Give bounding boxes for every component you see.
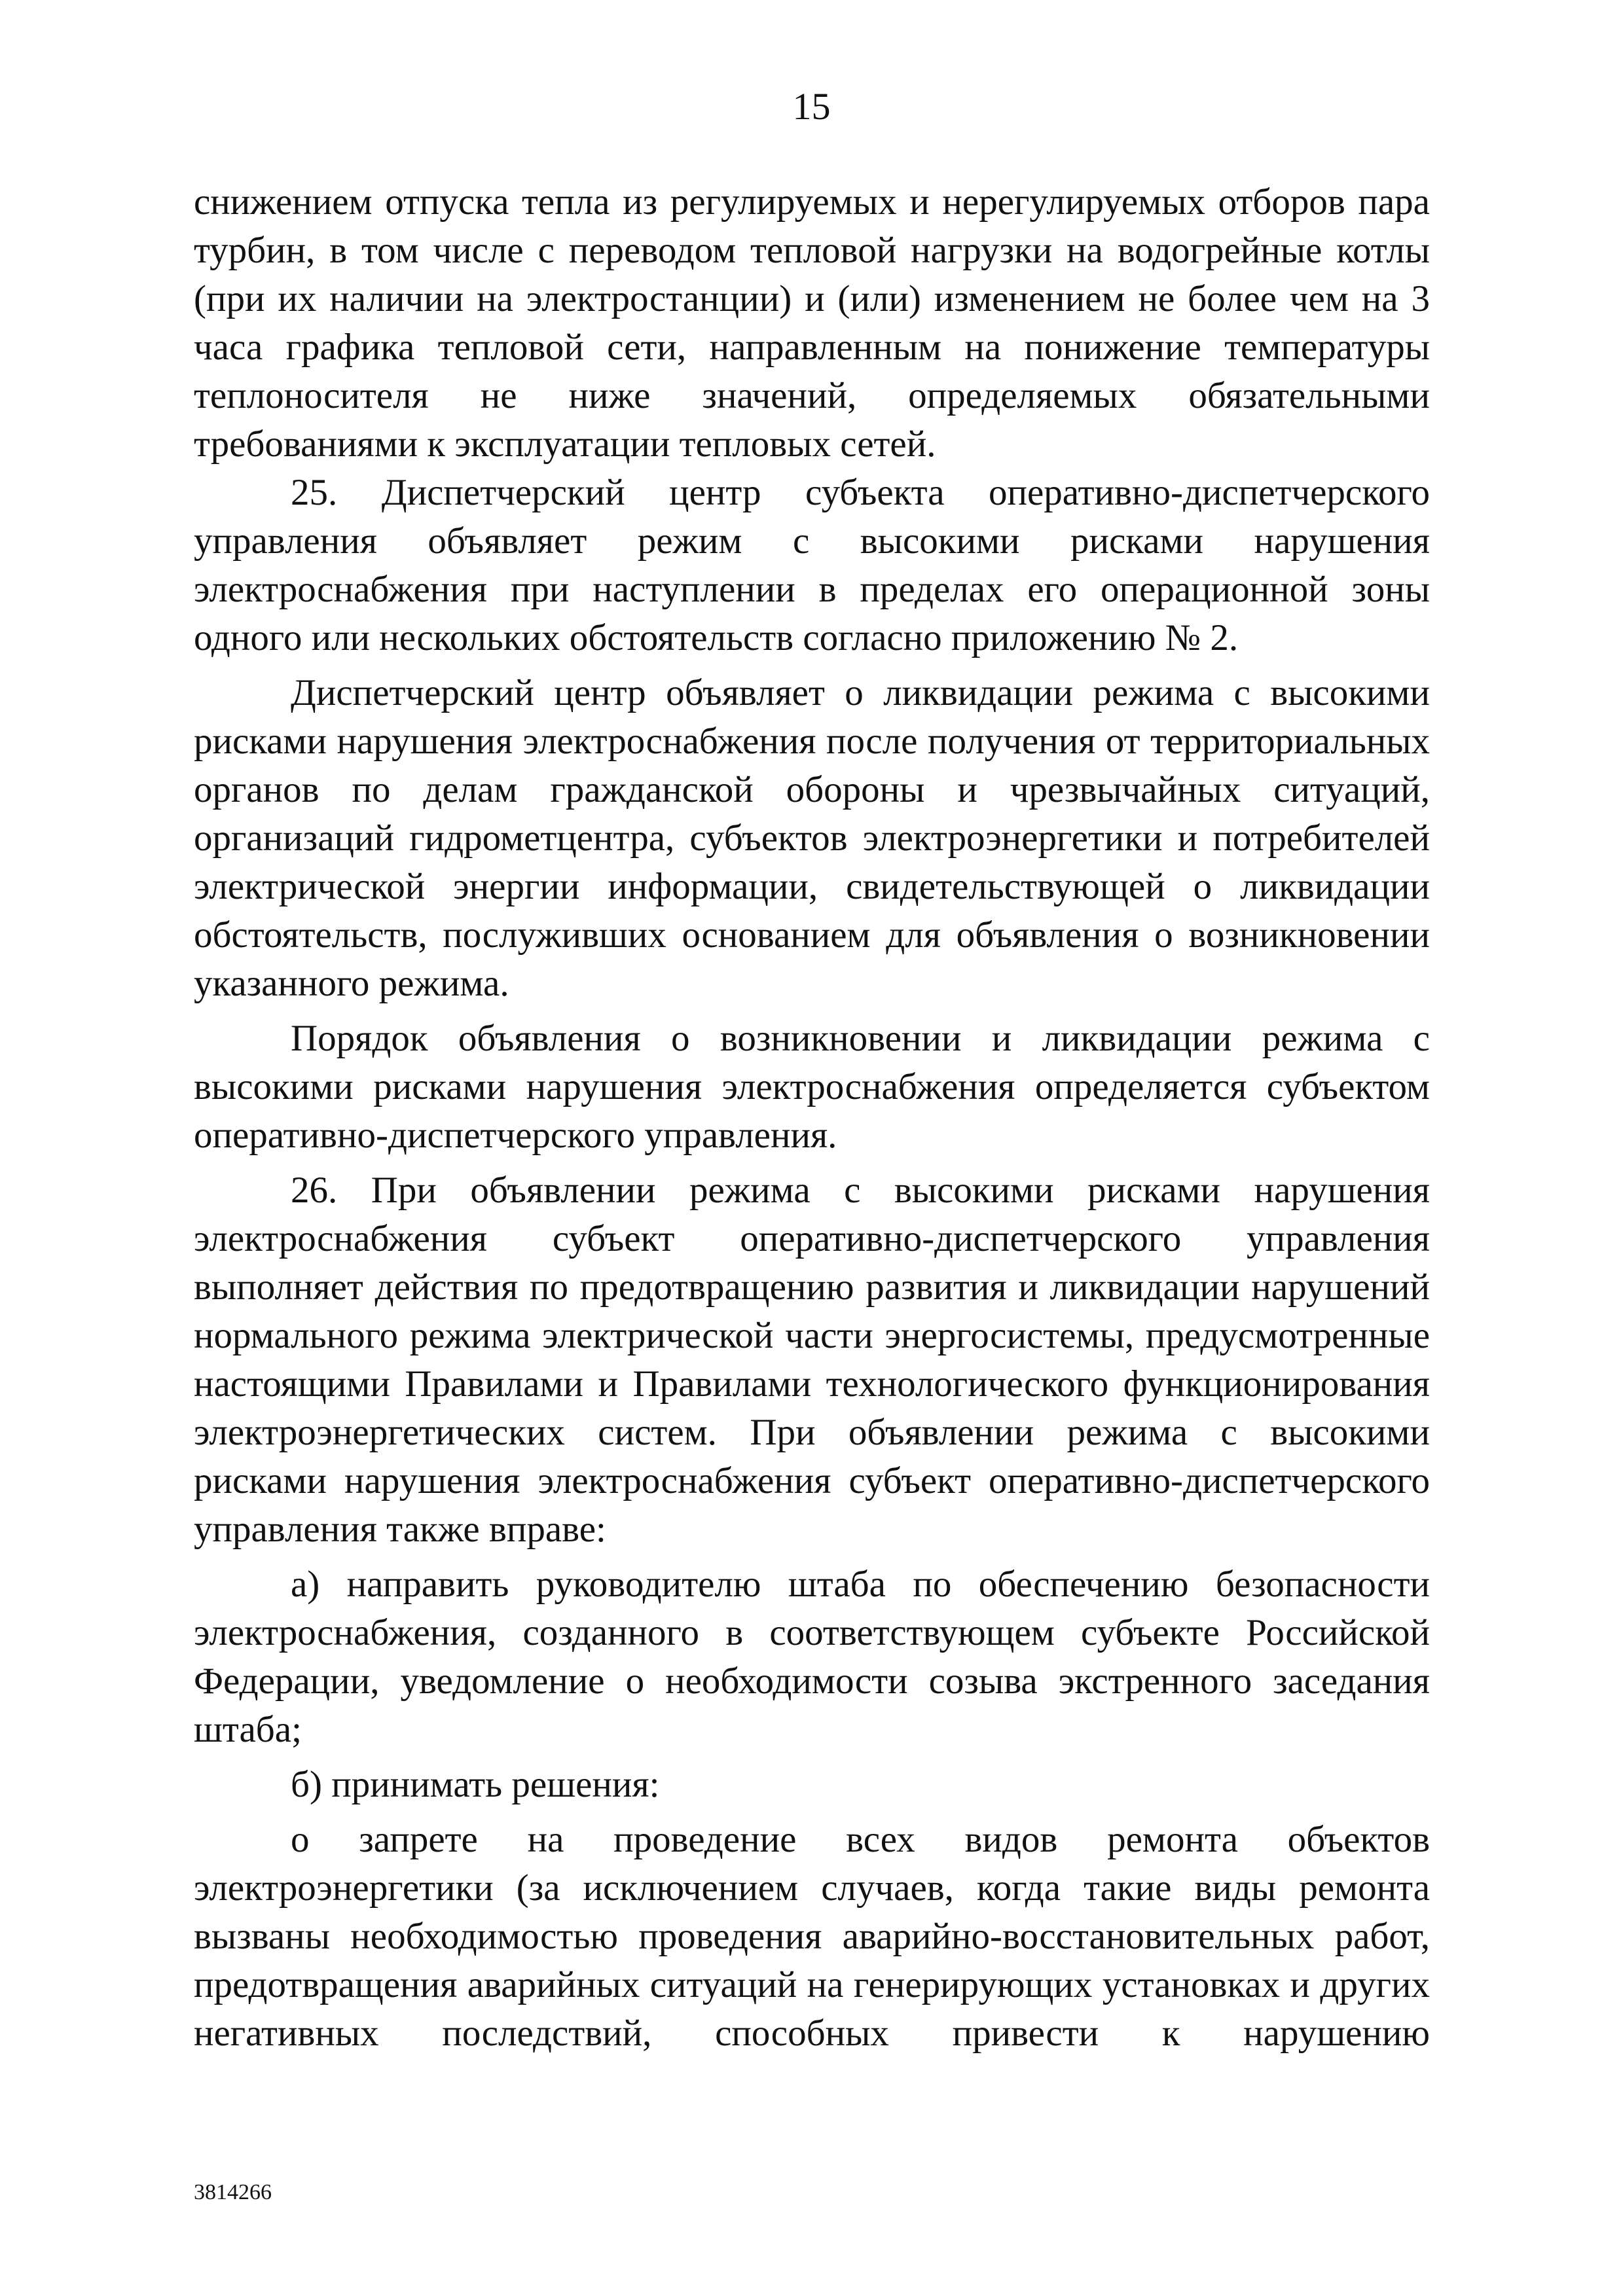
- clause-26: 26. При объявлении режима с высокими рисками нарушения электроснабжения субъект оперативно-диспетчерского управления выполняет действия по предотвращению развития и ликвидации нарушений нормального режима электрической части энергосистемы, предусмотренные настоящими Правилами и Правилами технологического функционирования электроэнергетических систем. При объявлении режима с высокими рисками нарушения электроснабжения субъект оперативно-диспетчерского управления также вправе:: [194, 1170, 1430, 1550]
- paragraph-continuation: снижением отпуска тепла из регулируемых и нерегулируемых отборов пара турбин, в том числе с переводом тепловой нагрузки на водогрейные котлы (при их наличии на электростанции) и (или) изменением не более чем на 3 часа графика тепловой сети, направленным на понижение температуры теплоносителя не ниже значений, определяемых обязательными требованиями к эксплуатации тепловых сетей.: [194, 181, 1430, 465]
- page-number: 15: [792, 85, 831, 128]
- paragraph-26-b-ban: о запрете на проведение всех видов ремонта объектов электроэнергетики (за исключением случаев, когда такие виды ремонта вызваны необходимостью проведения аварийно-восстановительных работ, предотвращения аварийных ситуаций на генерирующих установках и других негативных последствий, способных привести к нарушению: [194, 1819, 1430, 2054]
- clause-25: 25. Диспетчерский центр субъекта оперативно-диспетчерского управления объявляет режим с высокими рисками нарушения электроснабжения при наступлении в пределах его операционной зоны одного или нескольких обстоятельств согласно приложению № 2.: [194, 472, 1430, 658]
- paragraph-25-liquidation: Диспетчерский центр объявляет о ликвидации режима с высокими рисками нарушения электроснабжения после получения от территориальных органов по делам гражданской обороны и чрезвычайных ситуаций, организаций гидрометцентра, субъектов электроэнергетики и потребителей электрической энергии информации, свидетельствующей о ликвидации обстоятельств, послуживших основанием для объявления о возникновении указанного режима.: [194, 672, 1430, 1004]
- document-code: 3814266: [194, 2180, 272, 2204]
- subclause-26-b: б) принимать решения:: [291, 1764, 660, 1805]
- subclause-26-a: а) направить руководителю штаба по обеспечению безопасности электроснабжения, созданного в соответствующем субъекте Российской Федерации, уведомление о необходимости созыва экстренного заседания штаба;: [194, 1564, 1430, 1750]
- paragraph-25-procedure: Порядок объявления о возникновении и ликвидации режима с высокими рисками нарушения электроснабжения определяется субъектом оперативно-диспетчерского управления.: [194, 1018, 1430, 1156]
- document-body: [194, 178, 1430, 2058]
